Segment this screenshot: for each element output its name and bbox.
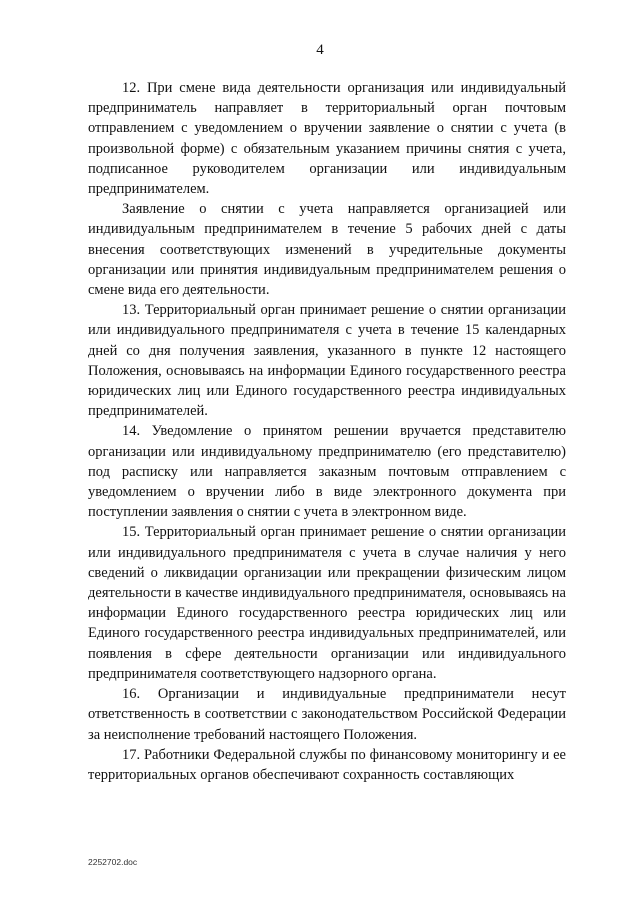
paragraph-12-continued: Заявление о снятии с учета направляется организацией или индивидуальным предпринимателем в течение 5 рабочих дней с даты внесения соответствующих изменений в учредительные документы организации или принятия индивидуальным предпринимателем решения о смене вида его деятельности. [88,201,566,299]
paragraph-14: 14. Уведомление о принятом решении вручается представителю организации или индивидуальному предпринимателю (его представителю) под расписку или направляется заказным почтовым отправлением с уведомлением о вручении либо в виде электронного документа при поступлении заявления о снятии с учета в электронном виде. [88,423,566,521]
file-name-footer: 2252702.doc [88,857,138,867]
paragraph-17: 17. Работники Федеральной службы по финансовому мониторингу и ее территориальных органов обеспечивают сохранность составляющих [88,746,566,783]
paragraph-13: 13. Территориальный орган принимает решение о снятии организации или индивидуального предпринимателя с учета в течение 15 календарных дней со дня получения заявления, указанного в пункте 12 настоящего Положения, основываясь на информации Единого государственного реестра юридических лиц или Единого государственного реестра индивидуальных предпринимателей. [88,302,566,420]
document-body [88,78,566,785]
paragraph-15: 15. Территориальный орган принимает решение о снятии организации или индивидуального предпринимателя с учета в случае наличия у него сведений о ликвидации организации или прекращении физическим лицом деятельности в качестве индивидуального предпринимателя, основываясь на информации Единого государственного реестра юридических лиц или Единого государственного реестра индивидуальных предпринимателей, или появления в сфере деятельности организации или индивидуального предпринимателя соответствующего надзорного органа. [88,524,566,682]
paragraph-16: 16. Организации и индивидуальные предприниматели несут ответственность в соответствии с законодательством Российской Федерации за неисполнение требований настоящего Положения. [88,686,566,743]
page-number: 4 [316,42,324,58]
paragraph-12: 12. При смене вида деятельности организация или индивидуальный предприниматель направляет в территориальный орган почтовым отправлением с уведомлением о вручении заявление о снятии с учета (в произвольной форме) с обязательным указанием причины снятия с учета, подписанное руководителем организации или индивидуальным предпринимателем. [88,80,566,198]
